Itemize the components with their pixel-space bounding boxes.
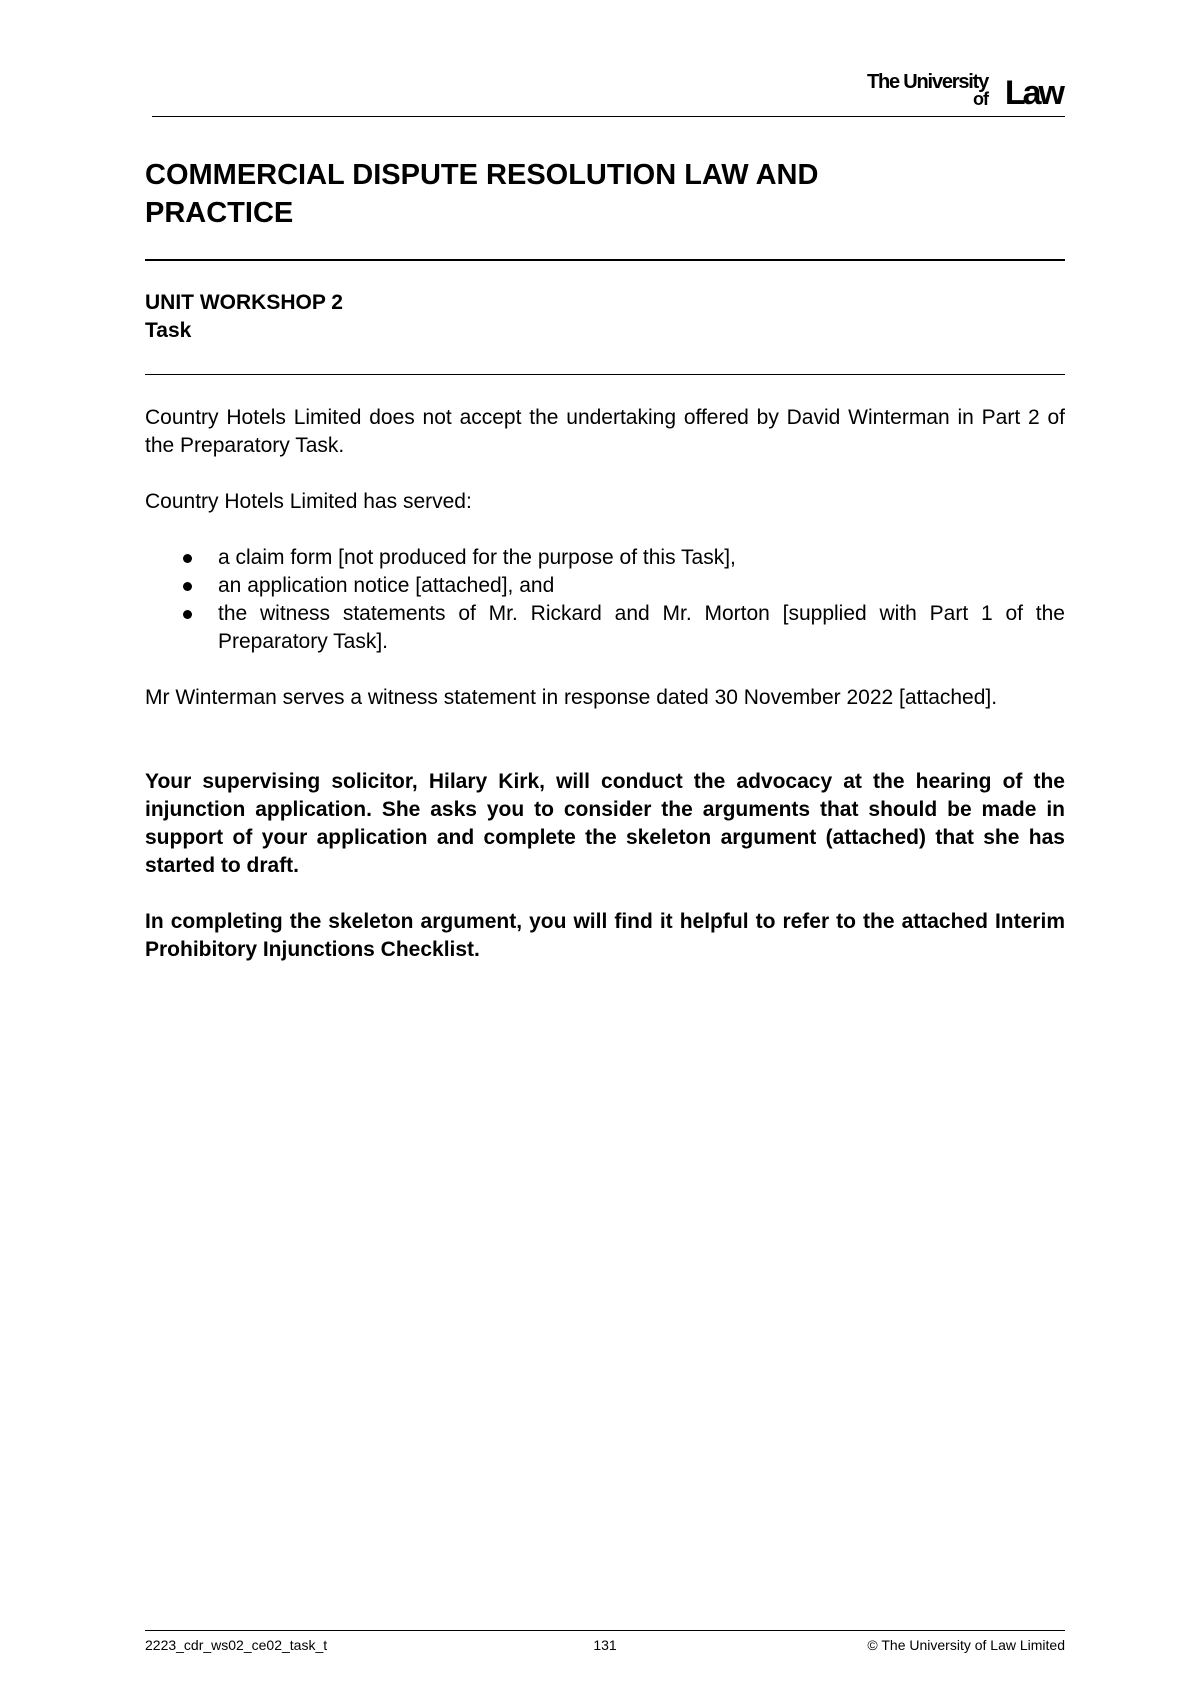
university-logo [842,66,1062,110]
list-item-text: an application notice [attached], and [218,574,555,597]
logo-mark: Law [1004,74,1062,112]
checklist-paragraph: In completing the skeleton argument, you will find it helpful to refer to the attached Interim Prohibitory Injunctions Checklist. [145,910,1065,961]
list-item-text: the witness statements of Mr. Rickard and Mr. Morton [supplied with Part 1 of the Preparatory Task]. [218,602,1065,653]
list-item-text: a claim form [not produced for the purpose of this Task], [218,546,736,569]
footer-divider [145,1630,1065,1631]
task-heading: Task [145,319,192,342]
page-title: COMMERCIAL DISPUTE RESOLUTION LAW AND PRACTICE [145,159,819,229]
bullet-icon [183,610,192,619]
list-item [145,600,1065,656]
list-item [145,572,1065,600]
title-divider [145,259,1065,261]
served-documents-list [145,544,1065,656]
unit-heading: UNIT WORKSHOP 2 [145,291,343,314]
bullet-icon [183,582,192,591]
copyright-notice: © The University of Law Limited [867,1637,1065,1653]
bullet-icon [183,554,192,563]
logo-text-line1: The University [866,71,988,93]
logo-text-line2: of [973,89,988,109]
document-code: 2223_cdr_ws02_ce02_task_t [145,1637,328,1653]
response-paragraph: Mr Winterman serves a witness statement in response dated 30 November 2022 [attached]. [145,686,998,709]
served-paragraph: Country Hotels Limited has served: [145,490,472,513]
list-item [145,544,1065,572]
instruction-paragraph: Your supervising solicitor, Hilary Kirk, will conduct the advocacy at the hearing of the injunction application. She asks you to consider the arguments that should be made in support of your application and complete the skeleton argument (attached) that she has started to draft. [145,770,1065,877]
page-footer [145,1635,1065,1655]
section-divider [145,374,1065,375]
page-number: 131 [593,1637,617,1653]
intro-paragraph: Country Hotels Limited does not accept the undertaking offered by David Winterman in Part 2 of the Preparatory Task. [145,406,1065,457]
header-divider [152,116,1065,117]
